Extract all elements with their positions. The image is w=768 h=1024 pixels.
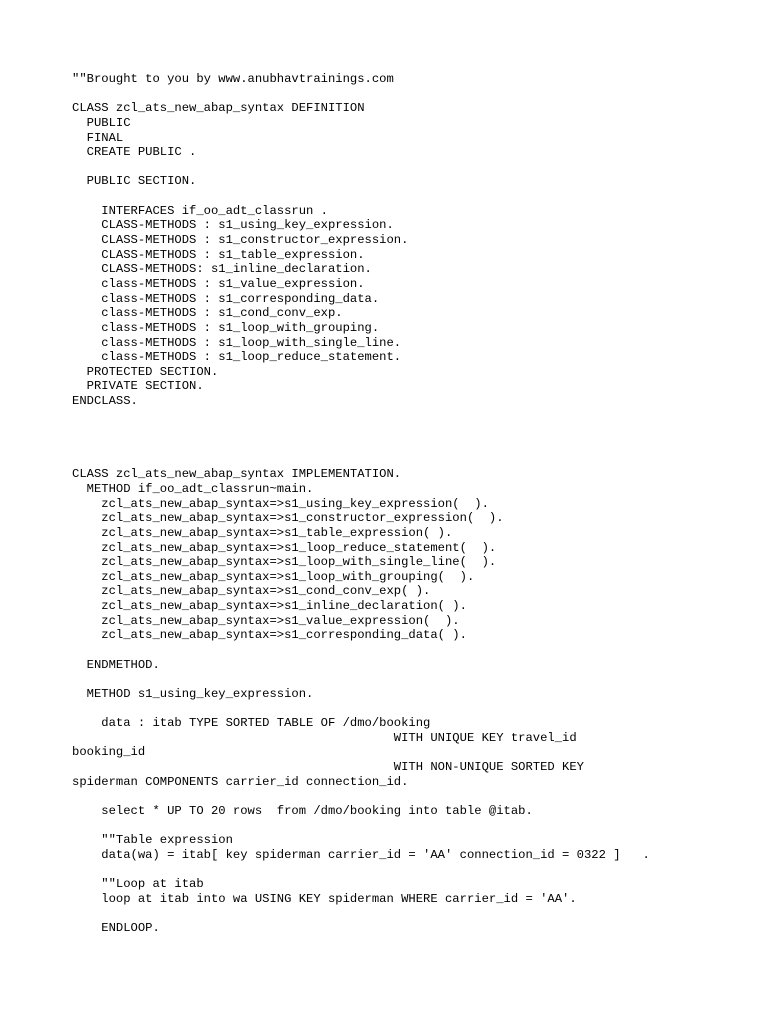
code-line: zcl_ats_new_abap_syntax=>s1_loop_with_single_line( ). xyxy=(72,555,497,570)
blank-line xyxy=(72,789,732,804)
code-line: class-METHODS : s1_loop_with_grouping. xyxy=(72,320,380,335)
code-document xyxy=(72,72,732,936)
code-line: zcl_ats_new_abap_syntax=>s1_loop_reduce_statement( ). xyxy=(72,540,497,555)
code-line: booking_id xyxy=(72,745,146,760)
blank-line xyxy=(72,702,732,717)
code-line: CLASS-METHODS : s1_using_key_expression. xyxy=(72,218,394,233)
code-line: zcl_ats_new_abap_syntax=>s1_loop_with_grouping( ). xyxy=(72,569,475,584)
code-line: data : itab TYPE SORTED TABLE OF /dmo/booking xyxy=(72,716,431,731)
code-line: ""Brought to you by www.anubhavtrainings.com xyxy=(72,72,394,86)
blank-line xyxy=(72,409,732,424)
code-line: WITH NON-UNIQUE SORTED KEY xyxy=(72,760,584,775)
code-line: zcl_ats_new_abap_syntax=>s1_using_key_expression( ). xyxy=(72,496,489,511)
blank-line xyxy=(72,423,732,438)
code-line: CLASS-METHODS : s1_constructor_expression. xyxy=(72,233,409,248)
code-line: zcl_ats_new_abap_syntax=>s1_constructor_expression( ). xyxy=(72,511,504,526)
code-line: ENDLOOP. xyxy=(72,921,160,936)
blank-line xyxy=(72,672,732,687)
code-line: class-METHODS : s1_value_expression. xyxy=(72,276,365,291)
code-line: PRIVATE SECTION. xyxy=(72,379,204,394)
blank-line xyxy=(72,87,732,102)
code-line: zcl_ats_new_abap_syntax=>s1_inline_declaration( ). xyxy=(72,599,467,614)
code-line: METHOD s1_using_key_expression. xyxy=(72,686,314,701)
blank-line xyxy=(72,863,732,878)
code-line: CLASS-METHODS : s1_table_expression. xyxy=(72,247,365,262)
code-line: zcl_ats_new_abap_syntax=>s1_cond_conv_exp( ). xyxy=(72,584,431,599)
blank-line xyxy=(72,453,732,468)
code-line: class-METHODS : s1_corresponding_data. xyxy=(72,291,380,306)
code-line: PUBLIC SECTION. xyxy=(72,174,197,189)
blank-line xyxy=(72,643,732,658)
code-line: INTERFACES if_oo_adt_classrun . xyxy=(72,203,328,218)
code-line: zcl_ats_new_abap_syntax=>s1_value_expression( ). xyxy=(72,613,460,628)
code-line: METHOD if_oo_adt_classrun~main. xyxy=(72,481,314,496)
blank-line xyxy=(72,819,732,834)
blank-line xyxy=(72,189,732,204)
code-line: WITH UNIQUE KEY travel_id xyxy=(72,730,577,745)
code-line: ""Loop at itab xyxy=(72,877,204,892)
blank-line xyxy=(72,160,732,175)
code-line: ""Table expression xyxy=(72,833,233,848)
code-line: ENDMETHOD. xyxy=(72,657,160,672)
code-line: zcl_ats_new_abap_syntax=>s1_corresponding_data( ). xyxy=(72,628,467,643)
code-line: zcl_ats_new_abap_syntax=>s1_table_expression( ). xyxy=(72,525,453,540)
blank-line xyxy=(72,438,732,453)
code-line: select * UP TO 20 rows from /dmo/booking into table @itab. xyxy=(72,804,533,819)
code-line: loop at itab into wa USING KEY spiderman WHERE carrier_id = 'AA'. xyxy=(72,891,577,906)
blank-line xyxy=(72,907,732,922)
code-line: CLASS zcl_ats_new_abap_syntax IMPLEMENTATION. xyxy=(72,467,402,482)
code-line: class-METHODS : s1_loop_with_single_line. xyxy=(72,335,402,350)
code-line: class-METHODS : s1_loop_reduce_statement. xyxy=(72,350,402,365)
code-line: class-METHODS : s1_cond_conv_exp. xyxy=(72,306,343,321)
code-line: PROTECTED SECTION. xyxy=(72,364,219,379)
code-line: CLASS-METHODS: s1_inline_declaration. xyxy=(72,262,372,277)
code-line: FINAL xyxy=(72,130,124,145)
code-line: ENDCLASS. xyxy=(72,394,138,409)
code-line: CLASS zcl_ats_new_abap_syntax DEFINITION xyxy=(72,101,365,116)
code-line: spiderman COMPONENTS carrier_id connection_id. xyxy=(72,774,409,789)
code-line: PUBLIC xyxy=(72,115,131,130)
code-line: data(wa) = itab[ key spiderman carrier_id = 'AA' connection_id = 0322 ] . xyxy=(72,847,650,862)
code-line: CREATE PUBLIC . xyxy=(72,145,197,160)
